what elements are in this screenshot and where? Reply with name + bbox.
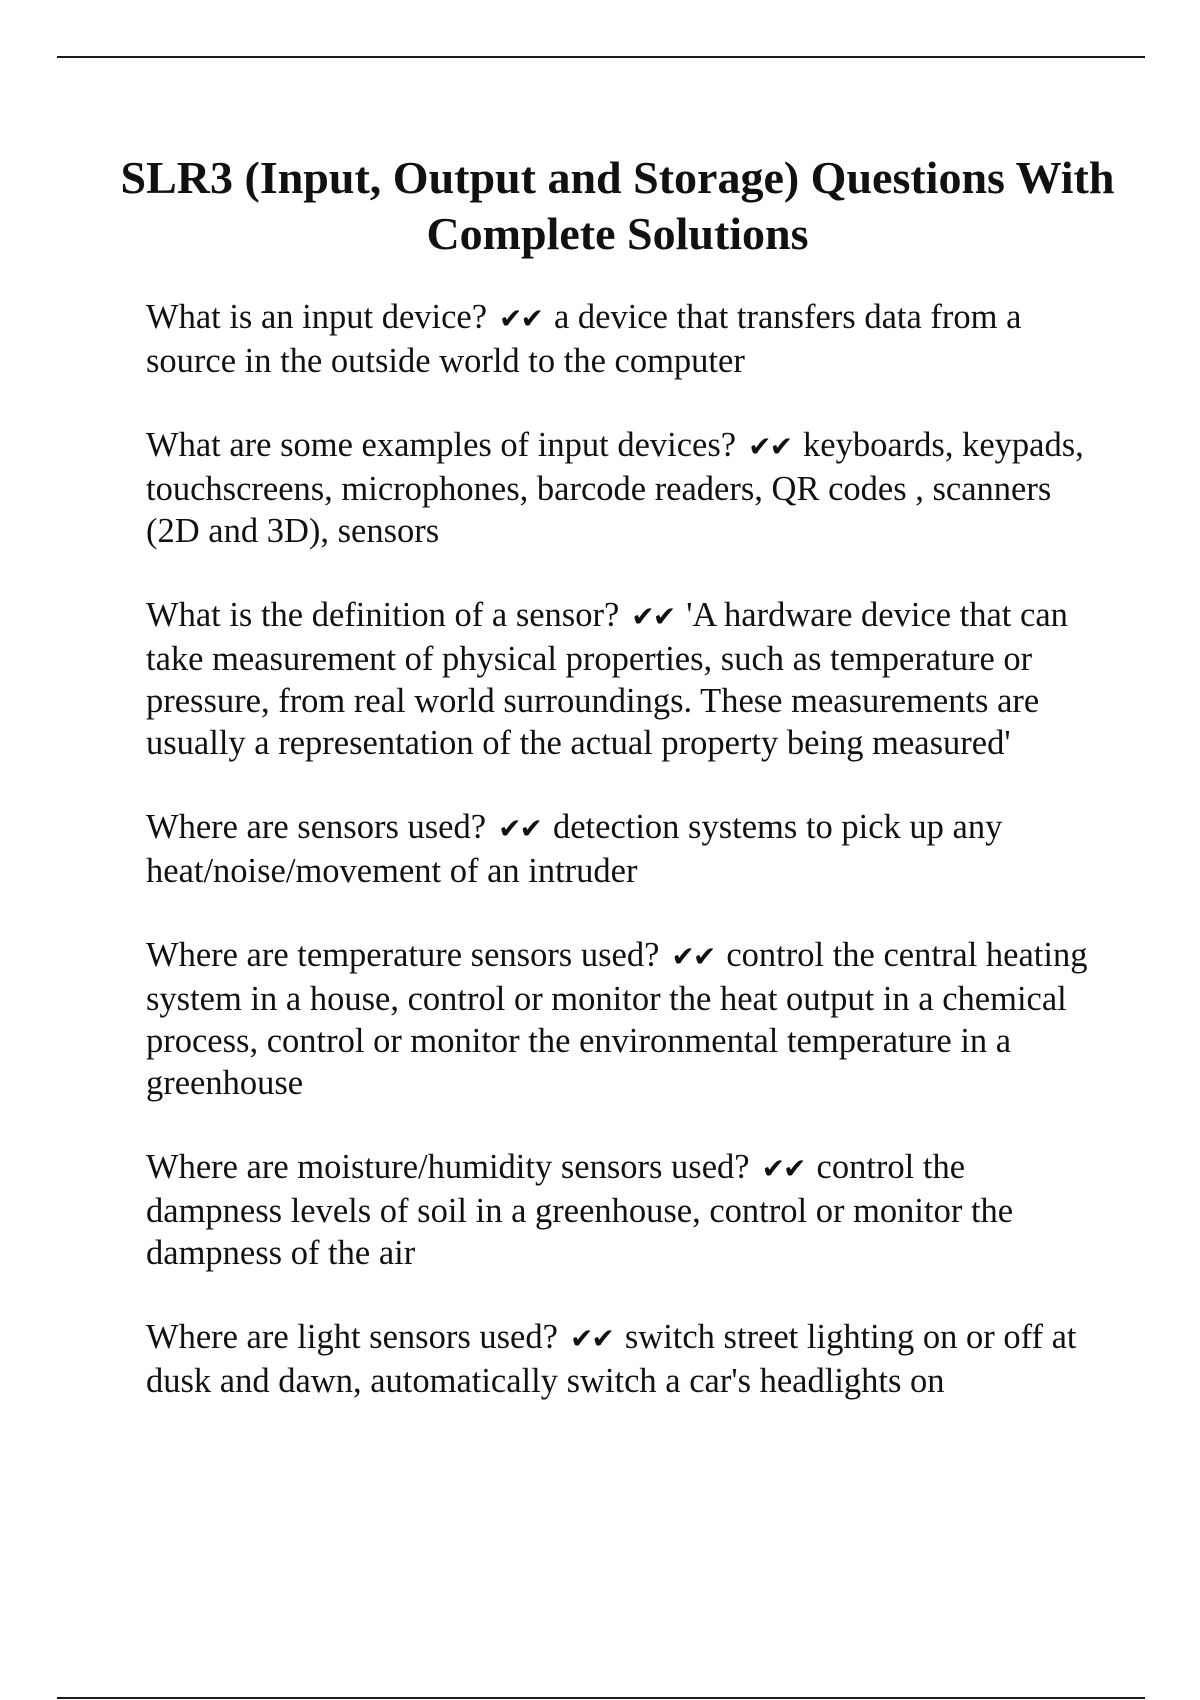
answer-text: keyboards, keypads, touchscreens, microphones, barcode readers, QR codes , scanners (2D and 3D), sensors [146, 426, 1084, 550]
check-mark-icon: ✔✔ [498, 812, 541, 845]
qa-item [146, 1316, 1091, 1402]
bottom-rule [57, 1697, 1145, 1699]
answer-text: a device that transfers data from a source in the outside world to the computer [146, 298, 1022, 380]
answer-text: 'A hardware device that can take measurement of physical properties, such as temperature or pressure, from real world surroundings. These measurements are usually a representation of the actual property being measured' [146, 596, 1068, 762]
answer-text: detection systems to pick up any heat/noise/movement of an intruder [146, 808, 1003, 890]
question-text: What is an input device? [146, 298, 488, 336]
question-text: What are some examples of input devices? [146, 426, 737, 464]
question-text: Where are moisture/humidity sensors used? [146, 1148, 750, 1186]
question-text: Where are temperature sensors used? [146, 936, 660, 974]
answer-text: switch street lighting on or off at dusk and dawn, automatically switch a car's headlights on [146, 1318, 1077, 1400]
check-mark-icon: ✔✔ [671, 940, 715, 973]
qa-item [146, 934, 1091, 1104]
answer-text: control the central heating system in a house, control or monitor the heat output in a chemical process, control or monitor the environmental temperature in a greenhouse [146, 936, 1088, 1102]
qa-list [146, 296, 1091, 1444]
qa-item [146, 296, 1091, 382]
qa-item [146, 424, 1091, 552]
question-text: Where are light sensors used? [146, 1318, 558, 1356]
qa-item [146, 594, 1091, 764]
check-mark-icon: ✔✔ [569, 1322, 613, 1355]
document-title: SLR3 (Input, Output and Storage) Questions With Complete Solutions [120, 152, 1115, 259]
question-text: Where are sensors used? [146, 808, 487, 846]
check-mark-icon: ✔✔ [748, 430, 792, 463]
qa-item [146, 1146, 1091, 1274]
check-mark-icon: ✔✔ [761, 1152, 805, 1185]
question-text: What is the definition of a sensor? [146, 596, 620, 634]
top-rule [57, 56, 1145, 58]
answer-text: control the dampness levels of soil in a greenhouse, control or monitor the dampness of the air [146, 1148, 1014, 1272]
qa-item [146, 806, 1091, 892]
check-mark-icon: ✔✔ [631, 600, 675, 633]
check-mark-icon: ✔✔ [499, 302, 542, 335]
